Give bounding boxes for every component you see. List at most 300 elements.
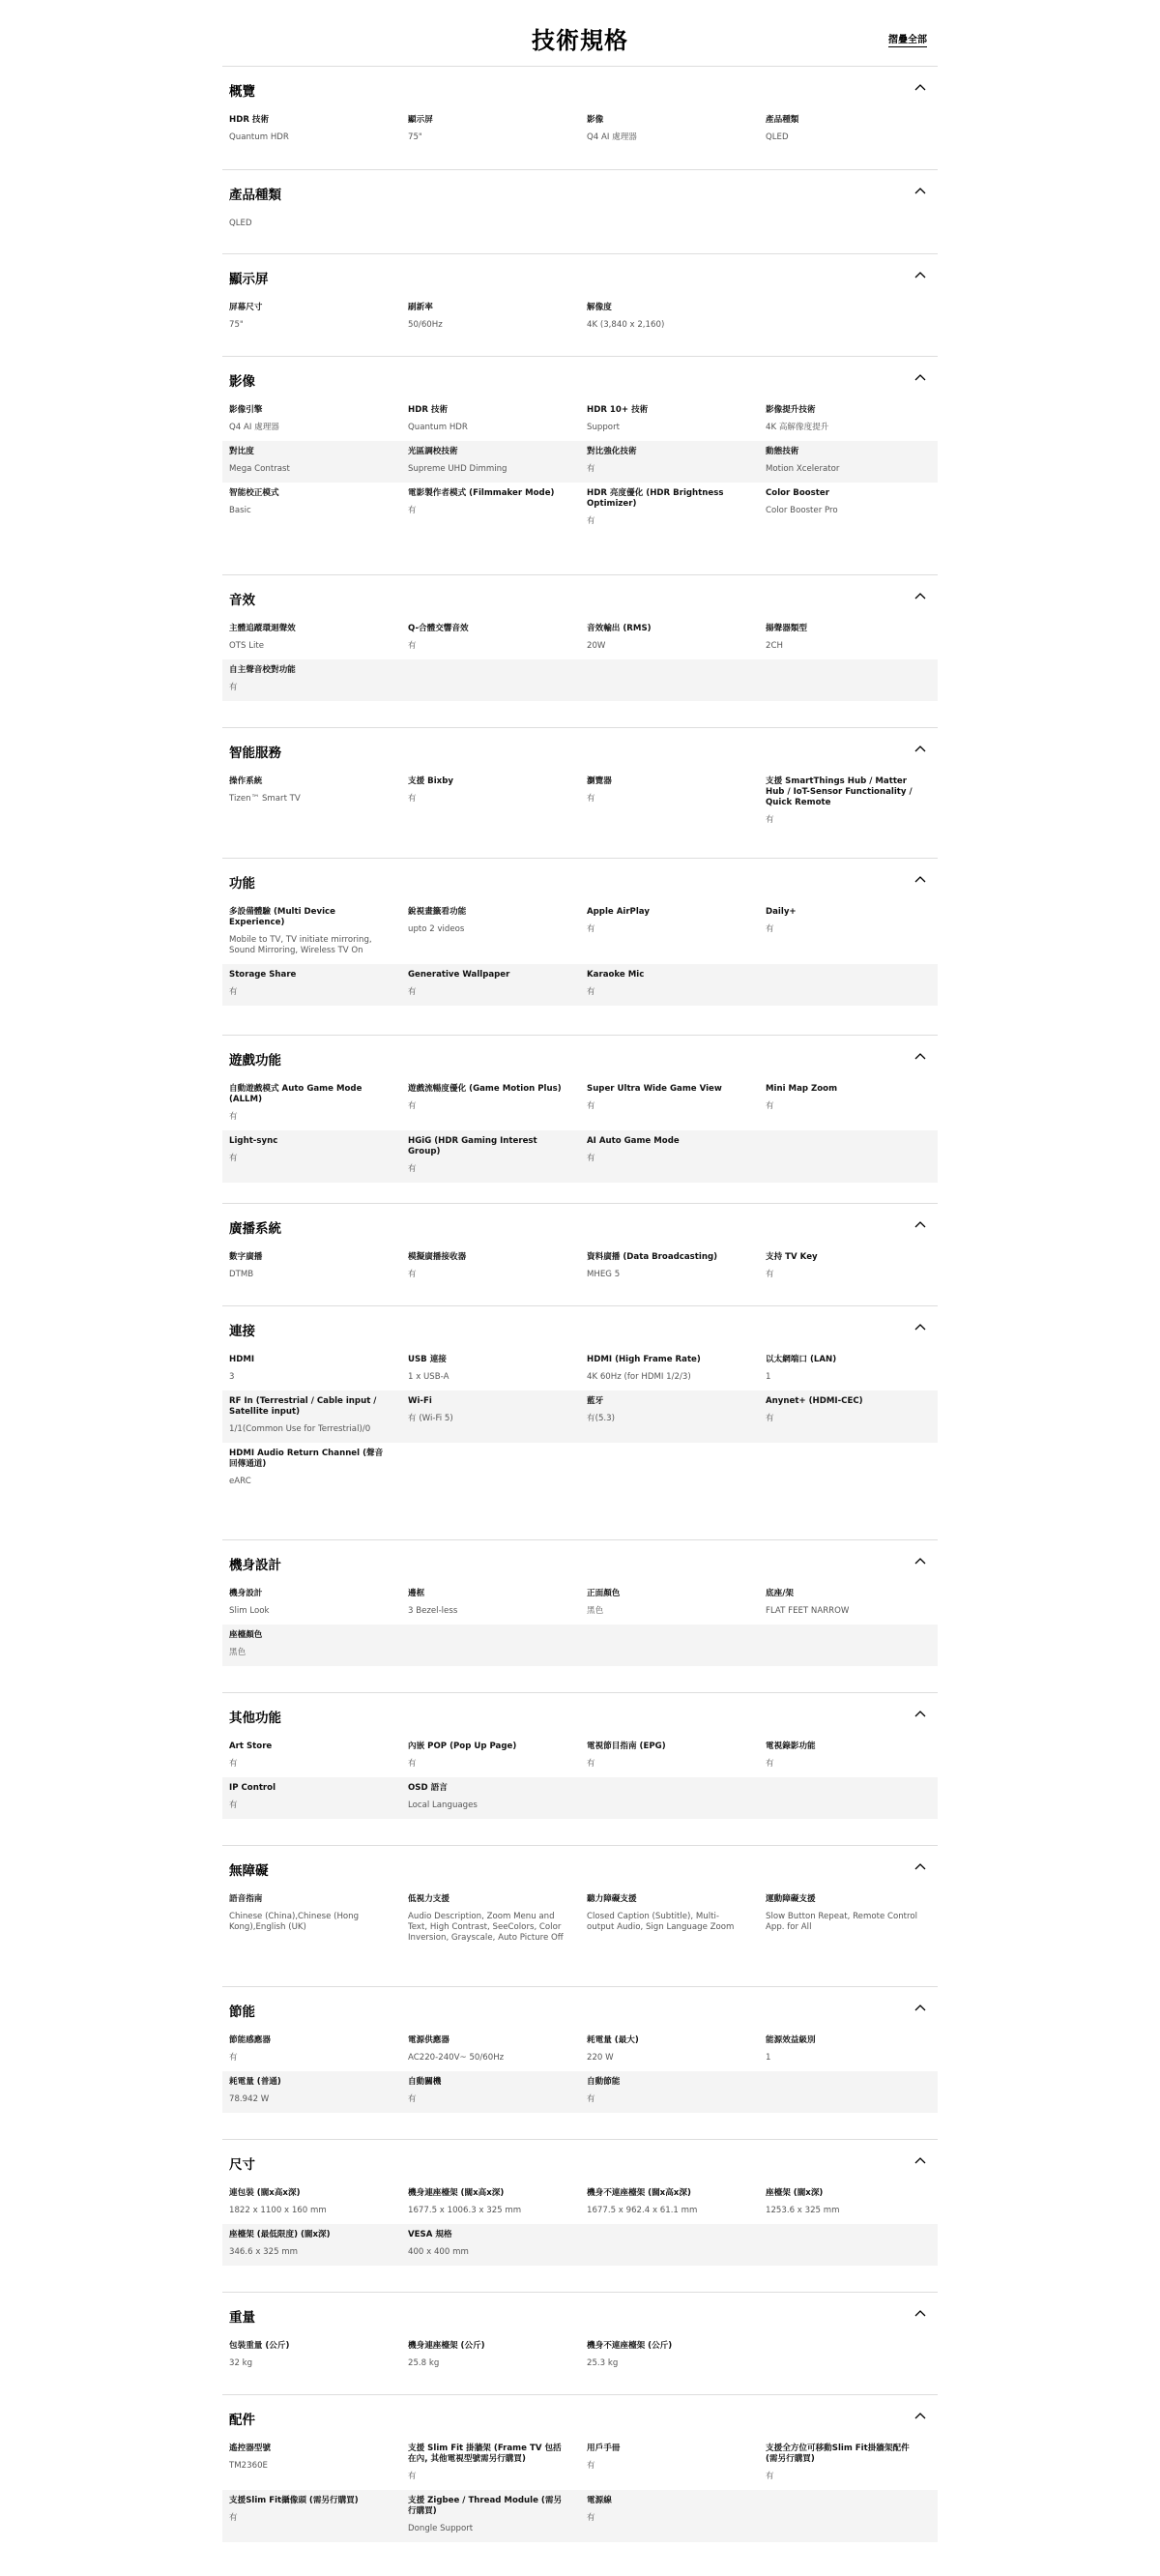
section-header[interactable] (222, 1204, 938, 1246)
spec-item (759, 1589, 938, 1617)
section-title: 機身設計 (229, 1558, 281, 1573)
spec-label: 自主聲音校對功能 (229, 665, 296, 675)
spec-section (222, 2139, 938, 2279)
spec-label: Wi-Fi (408, 1396, 432, 1406)
spec-item (401, 2444, 580, 2482)
spec-item (401, 2035, 580, 2064)
spec-label: 藍牙 (587, 1396, 604, 1406)
section-header[interactable] (222, 1306, 938, 1349)
spec-item (759, 2188, 938, 2216)
spec-label: 節能感應器 (229, 2035, 271, 2045)
section-title: 產品種類 (229, 188, 281, 203)
spec-label: 支援 Bixby (408, 776, 453, 786)
spec-row (222, 1583, 938, 1625)
spec-label: OSD 語言 (408, 1783, 448, 1793)
spec-value: 1677.5 x 962.4 x 61.1 mm (587, 2206, 698, 2215)
spec-item (222, 1084, 401, 1123)
spec-item (401, 2077, 580, 2105)
chevron-up-icon[interactable] (914, 2412, 926, 2419)
chevron-up-icon[interactable] (914, 1220, 926, 1228)
spec-row (222, 964, 938, 1006)
spec-section (222, 2292, 938, 2390)
spec-row (222, 1246, 938, 1288)
section-title: 配件 (229, 2413, 255, 2428)
spec-label: 光區調校技術 (408, 447, 458, 456)
spec-label: HDR 技術 (229, 115, 270, 125)
chevron-up-icon[interactable] (914, 373, 926, 381)
spec-value: 有 (229, 1759, 238, 1769)
chevron-up-icon[interactable] (914, 875, 926, 883)
spec-value: 有 (766, 2472, 774, 2481)
spec-item (222, 115, 401, 143)
spec-row (222, 297, 938, 338)
spec-value: FLAT FEET NARROW (766, 1606, 850, 1616)
spec-item (759, 1355, 938, 1383)
spec-label: 座檯架 (最低限度) (闊x深) (229, 2230, 331, 2239)
spec-row (222, 483, 938, 535)
spec-section (222, 66, 938, 164)
spec-item (580, 1589, 759, 1617)
spec-label: 包裝重量 (公斤) (229, 2341, 290, 2351)
section-title: 節能 (229, 2005, 255, 2020)
spec-label: 機身連座檯架 (闊x高x深) (408, 2188, 505, 2198)
spec-section (222, 727, 938, 847)
spec-label: 以太網端口 (LAN) (766, 1355, 837, 1364)
spec-item (222, 970, 401, 998)
spec-label: 語音指南 (229, 1894, 263, 1904)
section-header[interactable] (222, 1987, 938, 2030)
chevron-up-icon[interactable] (914, 1710, 926, 1717)
spec-value: 有 (408, 987, 417, 997)
spec-item (222, 1783, 401, 1811)
spec-item (580, 2341, 759, 2369)
spec-label: HDR 技術 (408, 405, 449, 415)
spec-value: 有(5.3) (587, 1414, 615, 1423)
spec-label: 解像度 (587, 303, 612, 312)
spec-item (401, 1355, 580, 1383)
spec-label: HDMI (High Frame Rate) (587, 1355, 701, 1364)
spec-value: OTS Lite (229, 641, 265, 651)
spec-label: USB 連接 (408, 1355, 447, 1364)
section-header[interactable] (222, 1693, 938, 1736)
spec-value: 有 (587, 516, 595, 526)
spec-item (401, 1589, 580, 1617)
spec-label: 電源供應器 (408, 2035, 450, 2045)
spec-item (759, 115, 938, 143)
spec-row (222, 1349, 938, 1390)
spec-value: 黑色 (229, 1648, 246, 1657)
spec-value: AC220-240V~ 50/60Hz (408, 2053, 505, 2063)
spec-value: 25.8 kg (408, 2358, 440, 2368)
spec-item (580, 2444, 759, 2482)
spec-value: Mobile to TV, TV initiate mirroring, Sound Mirroring, Wireless TV On (229, 935, 372, 955)
spec-value: 有 (587, 794, 595, 804)
spec-label: 邊框 (408, 1589, 425, 1598)
spec-item (222, 2496, 401, 2534)
spec-item (401, 2341, 580, 2369)
spec-item (759, 2035, 938, 2064)
spec-value: 有 (587, 2094, 595, 2104)
spec-value: Dongle Support (408, 2524, 474, 2533)
spec-value: QLED (766, 132, 789, 142)
spec-label: Generative Wallpaper (408, 970, 510, 980)
spec-value: 32 kg (229, 2358, 253, 2368)
spec-value: 4K 60Hz (for HDMI 1/2/3) (587, 1372, 691, 1382)
chevron-up-icon[interactable] (914, 2156, 926, 2164)
spec-value: 有 (587, 1759, 595, 1769)
section-title: 重量 (229, 2310, 255, 2326)
spec-value: Slow Button Repeat, Remote Control App. for All (766, 1912, 918, 1932)
spec-value: 有 (766, 1270, 774, 1279)
spec-value: 有 (587, 2461, 595, 2471)
chevron-up-icon[interactable] (914, 2004, 926, 2011)
spec-value: 25.3 kg (587, 2358, 619, 2368)
spec-label: 數字廣播 (229, 1252, 263, 1262)
spec-value: 有 (229, 2053, 238, 2063)
spec-item (759, 907, 938, 956)
spec-item (222, 405, 401, 433)
spec-item (759, 2444, 938, 2482)
section-header[interactable] (222, 859, 938, 901)
spec-label: 電影製作者模式 (Filmmaker Mode) (408, 488, 555, 498)
spec-label: Art Store (229, 1742, 273, 1751)
spec-item (222, 1894, 401, 1944)
section-header[interactable] (222, 1846, 938, 1888)
spec-item (580, 2077, 759, 2105)
spec-item (222, 665, 401, 693)
spec-value: 有 (408, 1270, 417, 1279)
spec-row (222, 2438, 938, 2490)
spec-value: 有 (766, 924, 774, 934)
section-title: 顯示屏 (229, 272, 269, 287)
spec-row (222, 2335, 938, 2377)
spec-label: 機身不連座檯架 (闊x高x深) (587, 2188, 691, 2198)
spec-value: 有 (587, 464, 595, 474)
page-header (0, 0, 1160, 66)
spec-value: 有 (766, 1759, 774, 1769)
spec-label: 電視錄影功能 (766, 1742, 816, 1751)
collapse-all-button[interactable]: 摺疊全部 (888, 35, 927, 45)
spec-value: 4K 高解像度提升 (766, 423, 829, 432)
spec-label: 揚聲器類型 (766, 624, 807, 633)
spec-section (222, 1845, 938, 1965)
spec-item (759, 1084, 938, 1123)
section-header[interactable] (222, 170, 938, 213)
spec-value: Audio Description, Zoom Menu and Text, High Contrast, SeeColors, Color Inversion, Grayscale, Auto Picture Off (408, 1912, 564, 1943)
spec-item (580, 1355, 759, 1383)
spec-item (580, 624, 759, 652)
chevron-up-icon[interactable] (914, 83, 926, 91)
spec-row (222, 213, 938, 237)
spec-item (759, 1396, 938, 1435)
section-title: 功能 (229, 876, 255, 892)
spec-section (222, 1986, 938, 2126)
spec-row (222, 1625, 938, 1666)
spec-item (401, 2188, 580, 2216)
section-header[interactable] (222, 1036, 938, 1078)
spec-item (580, 1252, 759, 1280)
section-header[interactable] (222, 357, 938, 399)
spec-section (222, 1305, 938, 1508)
spec-row (222, 2224, 938, 2266)
spec-label: HDMI Audio Return Channel (聲音回傳通道) (229, 1449, 384, 1469)
section-header[interactable] (222, 254, 938, 297)
spec-value: Q4 AI 處理器 (587, 132, 637, 142)
section-header[interactable] (222, 728, 938, 771)
spec-item (580, 447, 759, 475)
spec-label: Super Ultra Wide Game View (587, 1084, 722, 1094)
spec-value: 2CH (766, 641, 783, 651)
spec-value: 1 (766, 2053, 771, 2063)
section-title: 無障礙 (229, 1863, 269, 1879)
spec-item (580, 1742, 759, 1770)
spec-item (401, 1742, 580, 1770)
spec-row (222, 771, 938, 834)
spec-value: Tizen™ Smart TV (229, 794, 301, 804)
spec-row (222, 2030, 938, 2071)
spec-row (222, 441, 938, 483)
spec-label: 操作系統 (229, 776, 263, 786)
spec-value: 有 (229, 1154, 238, 1163)
spec-item (401, 776, 580, 826)
spec-item (222, 1396, 401, 1435)
spec-value: 有 (587, 1154, 595, 1163)
spec-label: 座檯架 (闊x深) (766, 2188, 824, 2198)
section-title: 連接 (229, 1324, 255, 1339)
spec-label: 支援全方位可移動Slim Fit掛牆架配件 (需另行購買) (766, 2444, 910, 2464)
chevron-up-icon[interactable] (914, 592, 926, 600)
spec-value: upto 2 videos (408, 924, 465, 934)
spec-value: Slim Look (229, 1606, 270, 1616)
spec-label: 主體追蹤環迴聲效 (229, 624, 296, 633)
spec-label: 自動節能 (587, 2077, 621, 2087)
spec-value: 有 (229, 683, 238, 692)
spec-item (759, 624, 938, 652)
spec-value: 有 (229, 1800, 238, 1810)
spec-item (759, 1252, 938, 1280)
spec-value: 有 (408, 794, 417, 804)
spec-value: 有 (229, 2513, 238, 2523)
spec-value: 3 (229, 1372, 235, 1382)
spec-label: HGiG (HDR Gaming Interest Group) (408, 1136, 537, 1156)
spec-label: IP Control (229, 1783, 276, 1793)
spec-row (222, 1443, 938, 1495)
spec-value: Chinese (China),Chinese (Hong Kong),English (UK) (229, 1912, 360, 1932)
spec-label: 資料廣播 (Data Broadcasting) (587, 1252, 718, 1262)
spec-value: 有 (408, 1759, 417, 1769)
spec-item (401, 405, 580, 433)
spec-value: 20W (587, 641, 606, 651)
section-title: 廣播系統 (229, 1221, 281, 1237)
spec-label: 自動遊戲模式 Auto Game Mode (ALLM) (229, 1084, 362, 1104)
spec-item (759, 1894, 938, 1944)
spec-item (401, 1084, 580, 1123)
spec-label: 底座/架 (766, 1589, 794, 1598)
spec-value: 78.942 W (229, 2094, 270, 2104)
spec-item (580, 1136, 759, 1175)
spec-label: HDMI (229, 1355, 255, 1364)
spec-label: 多設備體驗 (Multi Device Experience) (229, 907, 335, 927)
spec-value: 有 (766, 1101, 774, 1111)
spec-item (222, 447, 401, 475)
spec-value: Support (587, 423, 620, 432)
spec-label: 對比度 (229, 447, 254, 456)
spec-label: 運動障礙支援 (766, 1894, 816, 1904)
spec-label: Apple AirPlay (587, 907, 650, 917)
spec-label: 影像提升技術 (766, 405, 816, 415)
spec-label: Color Booster (766, 488, 829, 498)
spec-value: 400 x 400 mm (408, 2247, 469, 2257)
spec-value: 有 (Wi-Fi 5) (408, 1414, 453, 1423)
chevron-up-icon[interactable] (914, 1557, 926, 1565)
chevron-up-icon[interactable] (914, 1052, 926, 1060)
spec-row (222, 2071, 938, 2113)
spec-value: QLED (229, 219, 252, 228)
spec-row (222, 109, 938, 151)
spec-value: 1 x USB-A (408, 1372, 450, 1382)
spec-label: 產品種類 (766, 115, 799, 125)
spec-label: Mini Map Zoom (766, 1084, 838, 1094)
spec-value: 有 (587, 987, 595, 997)
spec-value: DTMB (229, 1270, 254, 1279)
spec-label: 瀏覽器 (587, 776, 612, 786)
spec-item (401, 447, 580, 475)
spec-item (222, 624, 401, 652)
spec-item (401, 1252, 580, 1280)
spec-value: TM2360E (229, 2461, 268, 2471)
spec-label: 聽力障礙支援 (587, 1894, 637, 1904)
spec-section (222, 356, 938, 548)
spec-item (401, 2496, 580, 2534)
spec-item (222, 219, 401, 229)
spec-item (580, 1084, 759, 1123)
spec-label: 模擬廣播接收器 (408, 1252, 467, 1262)
spec-item (222, 2077, 401, 2105)
spec-label: Daily+ (766, 907, 797, 917)
spec-item (580, 405, 759, 433)
spec-section (222, 1539, 938, 1680)
spec-section (222, 253, 938, 352)
spec-label: Karaoke Mic (587, 970, 645, 980)
spec-label: HDR 10+ 技術 (587, 405, 649, 415)
spec-value: MHEG 5 (587, 1270, 621, 1279)
spec-value: 75" (408, 132, 422, 142)
spec-item (401, 2230, 580, 2258)
spec-value: Mega Contrast (229, 464, 290, 474)
chevron-up-icon[interactable] (914, 187, 926, 194)
spec-item (759, 447, 938, 475)
spec-section (222, 1203, 938, 1302)
section-title: 智能服務 (229, 746, 281, 761)
spec-label: RF In (Terrestrial / Cable input / Satellite input) (229, 1396, 377, 1417)
spec-value: 1 (766, 1372, 771, 1382)
spec-label: 智能校正模式 (229, 488, 279, 498)
section-header[interactable] (222, 2293, 938, 2335)
spec-value: 1822 x 1100 x 160 mm (229, 2206, 327, 2215)
chevron-up-icon[interactable] (914, 745, 926, 752)
section-header[interactable] (222, 1540, 938, 1583)
spec-value: 有 (766, 1414, 774, 1423)
page-title: 技術規格 (532, 27, 628, 54)
spec-item (401, 624, 580, 652)
spec-label: 銳視畫籤看功能 (408, 907, 467, 917)
spec-label: 耗電量 (最大) (587, 2035, 639, 2045)
spec-item (222, 1589, 401, 1617)
spec-value: Quantum HDR (229, 132, 289, 142)
spec-item (580, 303, 759, 331)
spec-item (580, 115, 759, 143)
section-header[interactable] (222, 2395, 938, 2438)
spec-item (222, 1252, 401, 1280)
section-header[interactable] (222, 2140, 938, 2182)
spec-label: 音效輸出 (RMS) (587, 624, 652, 633)
spec-label: 支援 Slim Fit 掛牆架 (Frame TV 包括在內, 其他電視型號需另行購買) (408, 2444, 562, 2464)
spec-row (222, 2182, 938, 2224)
spec-value: 有 (229, 1112, 238, 1122)
spec-item (580, 907, 759, 956)
spec-value: 有 (408, 506, 417, 515)
chevron-up-icon[interactable] (914, 2309, 926, 2317)
spec-item (401, 488, 580, 527)
spec-row (222, 901, 938, 964)
spec-item (580, 2496, 759, 2534)
spec-value: 有 (408, 2472, 417, 2481)
chevron-up-icon[interactable] (914, 1323, 926, 1331)
spec-value: 有 (408, 2094, 417, 2104)
spec-item (222, 1355, 401, 1383)
spec-label: 能源效益級別 (766, 2035, 816, 2045)
spec-value: 3 Bezel-less (408, 1606, 458, 1616)
spec-item (401, 1894, 580, 1944)
spec-section (222, 1035, 938, 1196)
spec-value: 4K (3,840 x 2,160) (587, 320, 665, 330)
chevron-up-icon[interactable] (914, 1862, 926, 1870)
section-header[interactable] (222, 575, 938, 618)
spec-item (580, 1894, 759, 1944)
spec-item (759, 1742, 938, 1770)
spec-item (401, 1136, 580, 1175)
spec-label: 影像引擎 (229, 405, 263, 415)
section-header[interactable] (222, 67, 938, 109)
spec-label: 支援Slim Fit攝像頭 (需另行購買) (229, 2496, 359, 2505)
spec-label: VESA 規格 (408, 2230, 452, 2239)
spec-row (222, 399, 938, 441)
spec-label: Light-sync (229, 1136, 278, 1146)
spec-value: 1677.5 x 1006.3 x 325 mm (408, 2206, 522, 2215)
spec-label: 機身設計 (229, 1589, 263, 1598)
spec-value: 50/60Hz (408, 320, 443, 330)
spec-label: 顯示屏 (408, 115, 433, 125)
chevron-up-icon[interactable] (914, 271, 926, 278)
spec-item (759, 776, 938, 826)
spec-label: 機身連座檯架 (公斤) (408, 2341, 485, 2351)
spec-item (222, 907, 401, 956)
spec-item (580, 488, 759, 527)
spec-value: 有 (229, 987, 238, 997)
spec-value: Color Booster Pro (766, 506, 838, 515)
section-title: 概覽 (229, 84, 255, 100)
spec-label: 電視節目指南 (EPG) (587, 1742, 666, 1751)
spec-row (222, 1078, 938, 1130)
spec-value: Q4 AI 處理器 (229, 423, 279, 432)
spec-label: 用戶手冊 (587, 2444, 621, 2453)
spec-item (222, 1742, 401, 1770)
spec-row (222, 1777, 938, 1819)
spec-label: 支援 Zigbee / Thread Module (需另行購買) (408, 2496, 563, 2516)
spec-item (401, 907, 580, 956)
spec-label: 刷新率 (408, 303, 433, 312)
spec-row (222, 1390, 938, 1443)
